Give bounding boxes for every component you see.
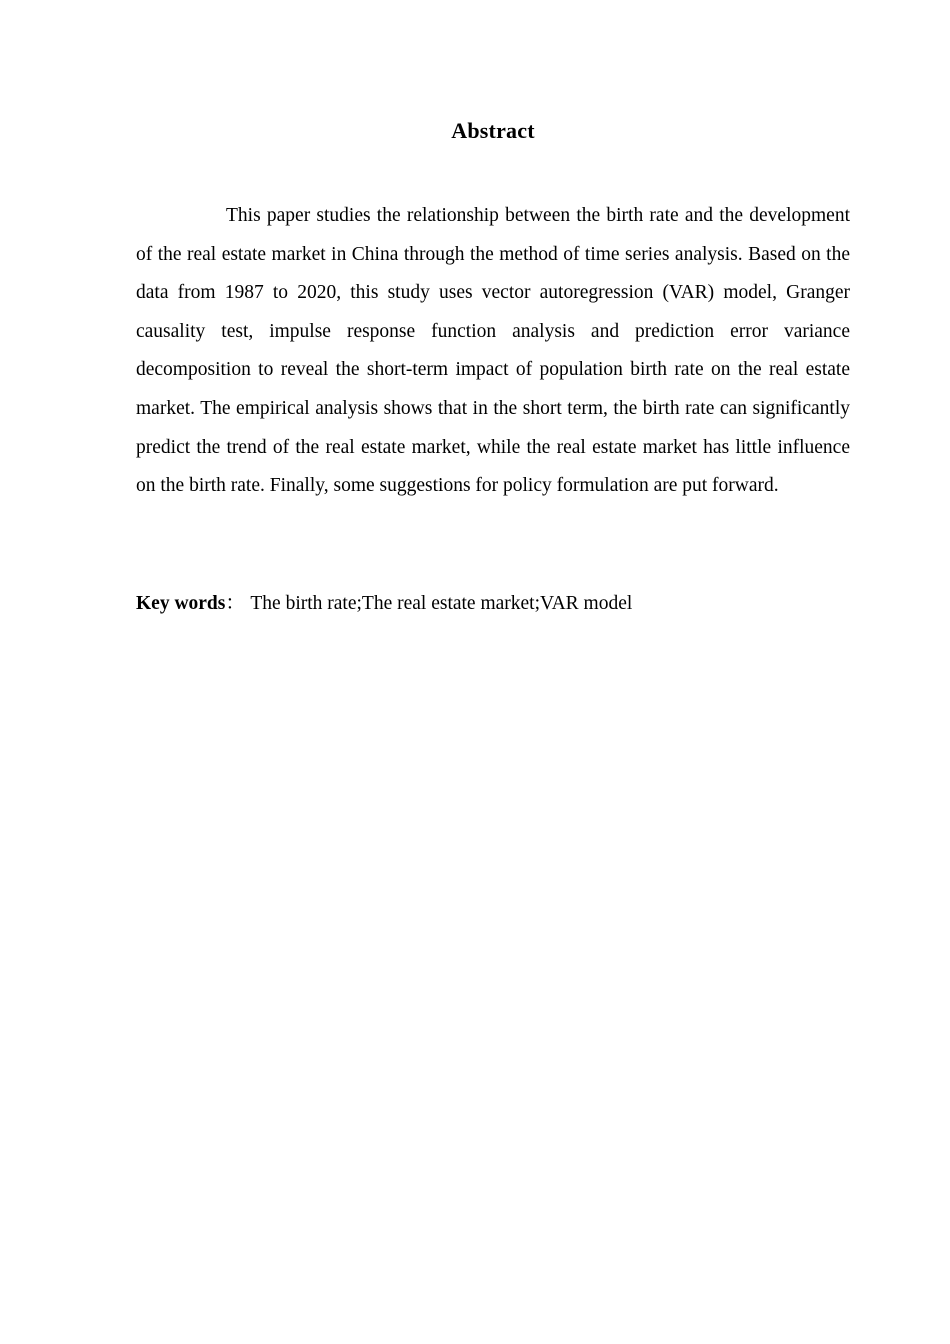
keywords-text: The birth rate;The real estate market;VAR model [250,593,633,614]
keywords-separator: ： [225,593,245,614]
keywords-label: Key words [136,593,226,614]
abstract-title: Abstract [451,118,535,143]
abstract-body-paragraph: This paper studies the relationship between the birth rate and the development of the real estate market in China through the method of time series analysis. Based on the data from 1987 to 2020, this study uses vector autoregression (VAR) model, Granger causality test, impulse response function analysis and prediction error variance decomposition to reveal the short-term impact of population birth rate on the real estate market. The empirical analysis shows that in the short term, the birth rate can significantly predict the trend of the real estate market, while the real estate market has little influence on the birth rate. Finally, some suggestions for policy formulation are put forward. [136,205,850,497]
keywords-line [136,587,850,621]
